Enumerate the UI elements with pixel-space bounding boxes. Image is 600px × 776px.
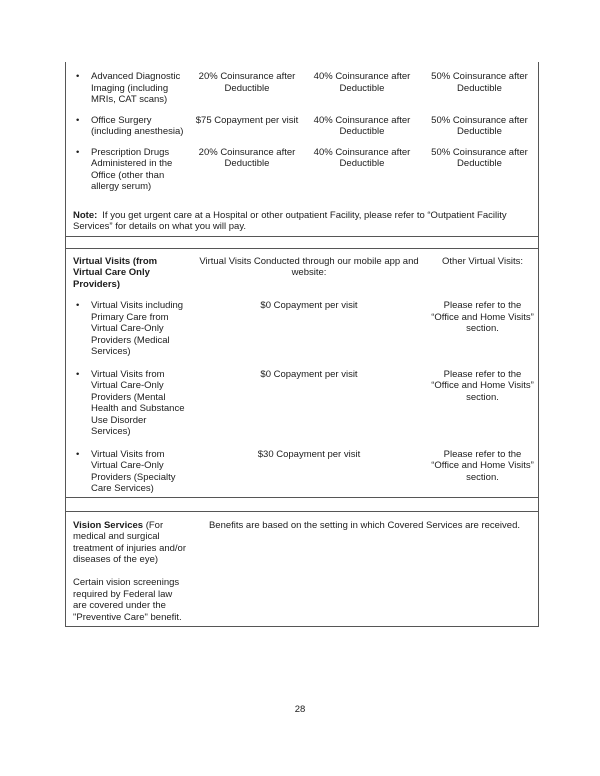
service-cell <box>66 449 191 495</box>
plan-cost-cell: 50% Coinsurance after Deductible <box>431 114 528 137</box>
table-row-virtual-visits-mental-health <box>66 369 538 438</box>
page-number: 28 <box>294 704 306 715</box>
vision-subtitle: (For medical and surgical treatment of injuries and/or diseases of the eye) <box>73 519 187 565</box>
service-cell <box>66 147 191 193</box>
plan-cost-cell: 20% Coinsurance after Deductible <box>198 146 296 169</box>
plan-cost-cell: $0 Copayment per visit <box>260 368 358 380</box>
plan-cost-cell: $30 Copayment per visit <box>257 448 361 460</box>
reference-cell: Please refer to the “Office and Home Visits” section. <box>431 448 534 483</box>
plan-cost-cell: 40% Coinsurance after Deductible <box>313 114 411 137</box>
table-row-virtual-visits-medical <box>66 300 538 358</box>
plan-cost-cell: 40% Coinsurance after Deductible <box>313 71 411 94</box>
section-title: Vision Services <box>73 519 144 531</box>
bullet-icon: • <box>76 146 80 158</box>
service-cell <box>66 300 191 358</box>
plan-cost-cell: 40% Coinsurance after Deductible <box>313 146 411 169</box>
service-label: Prescription Drugs Administered in the Office (other than allergy serum) <box>91 146 173 192</box>
note-row <box>66 202 538 236</box>
service-cell <box>66 115 191 138</box>
bullet-icon: • <box>76 114 80 126</box>
vision-services-section <box>66 512 538 628</box>
vision-title-block <box>73 520 186 566</box>
reference-cell: Please refer to the “Office and Home Visits” section. <box>431 368 534 403</box>
service-label: Office Surgery (including anesthesia) <box>91 114 184 137</box>
plan-cost-cell: 50% Coinsurance after Deductible <box>431 146 528 169</box>
office-services-section <box>66 62 538 237</box>
table-row-virtual-visits-specialty <box>66 449 538 495</box>
bullet-icon: • <box>76 368 80 380</box>
service-label: Virtual Visits from Virtual Care-Only Providers (Specialty Care Services) <box>91 448 176 494</box>
table-row-advanced-diagnostic-imaging <box>66 71 538 106</box>
note-label: Note: <box>73 209 98 221</box>
note-text: If you get urgent care at a Hospital or other outpatient Facility, please refer to “Outpatient Facility Services” for details on what you will pay. <box>73 209 507 232</box>
vision-benefit-description: Benefits are based on the setting in which Covered Services are received. <box>208 519 521 531</box>
reference-cell: Please refer to the “Office and Home Visits” section. <box>431 300 534 334</box>
table-row-prescription-drugs <box>66 147 538 193</box>
service-label: Advanced Diagnostic Imaging (including MRIs, CAT scans) <box>91 71 181 105</box>
plan-cost-cell: $0 Copayment per visit <box>260 300 358 311</box>
table-row-vision-services <box>66 520 538 624</box>
benefits-table <box>65 62 539 627</box>
spacer-row <box>66 237 538 249</box>
section-title: Virtual Visits (from Virtual Care Only Providers) <box>73 255 158 290</box>
section-header-row <box>66 256 538 291</box>
section-header-middle: Virtual Visits Conducted through our mobile app and website: <box>199 255 419 278</box>
section-header-right: Other Virtual Visits: <box>442 255 523 267</box>
service-label: Virtual Visits from Virtual Care-Only Providers (Mental Health and Substance Use Disorder Services) <box>91 368 185 437</box>
plan-cost-cell: 20% Coinsurance after Deductible <box>198 71 296 94</box>
service-cell <box>66 520 191 624</box>
bullet-icon: • <box>76 300 80 311</box>
plan-cost-cell: 50% Coinsurance after Deductible <box>431 71 528 94</box>
bullet-icon: • <box>76 71 80 82</box>
plan-cost-cell: $75 Copayment per visit <box>195 114 299 126</box>
spacer-row <box>66 498 538 512</box>
table-row-office-surgery <box>66 115 538 138</box>
service-cell <box>66 369 191 438</box>
virtual-visits-section <box>66 249 538 498</box>
vision-note: Certain vision screenings required by Federal law are covered under the "Preventive Care" benefit. <box>73 577 182 623</box>
bullet-icon: • <box>76 448 80 460</box>
service-cell <box>66 71 191 106</box>
service-label: Virtual Visits including Primary Care from Virtual Care-Only Providers (Medical Services) <box>91 300 184 357</box>
